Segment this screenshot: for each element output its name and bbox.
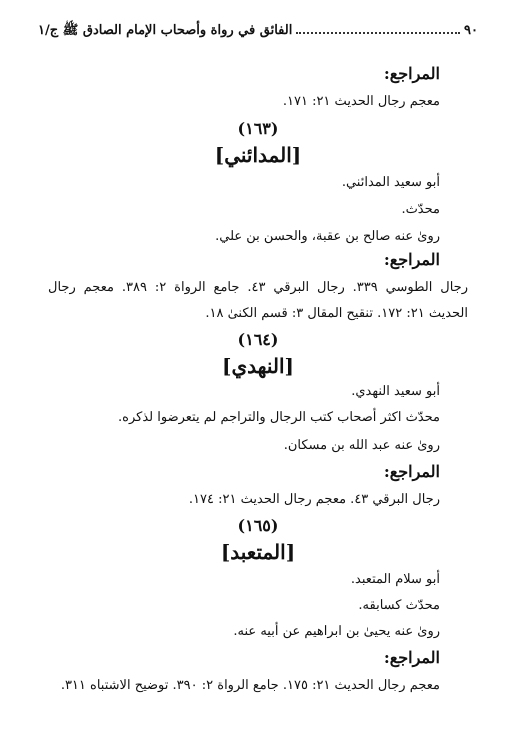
references-heading: المراجع: <box>383 64 440 83</box>
running-title: الفائق في رواة وأصحاب الإمام الصادق ﷺ ج/١ <box>38 23 293 38</box>
entry-name-line: أبو سعيد النهدي. <box>351 384 440 399</box>
entry-name-line: أبو سلام المتعبد. <box>350 572 440 587</box>
entry-name-line: أبو سعيد المدائني. <box>341 175 440 190</box>
references-heading: المراجع: <box>383 462 440 481</box>
entry-title: [المتعبد] <box>220 540 296 564</box>
reference-line: معجم رجال الحديث ٢١: ١٧١. <box>282 94 440 109</box>
entry-narrators: روىٰ عنه يحيىٰ بن ابراهيم عن أبيه عنه. <box>233 624 440 639</box>
entry-number: (١٦٤) <box>237 330 279 349</box>
references-heading: المراجع: <box>383 250 440 269</box>
entry-narrators: روىٰ عنه صالح بن عقبة، والحسن بن علي. <box>215 229 440 244</box>
reference-line: معجم رجال الحديث ٢١: ١٧٥. جامع الرواة ٢: ٣٩٠. توضيح الاشتباه ٣١١. <box>60 678 440 693</box>
reference-line: الحديث ٢١: ١٧٢. تنقيح المقال ٣: قسم الكنىٰ ١٨. <box>205 306 468 321</box>
reference-line: رجال الطوسي ٣٣٩. رجال البرقي ٤٣. جامع الرواة ٢: ٣٨٩. معجم رجال <box>48 280 469 295</box>
entry-number: (١٦٣) <box>237 119 279 138</box>
running-header <box>38 22 478 44</box>
entry-description: محدّث اكثر أصحاب كتب الرجال والتراجم لم يتعرضوا لذكره. <box>118 410 440 425</box>
entry-title: [المدائني] <box>214 143 302 167</box>
entry-number: (١٦٥) <box>237 516 279 535</box>
reference-line: رجال البرقي ٤٣. معجم رجال الحديث ٢١: ١٧٤. <box>188 492 440 507</box>
entry-description: محدّث كسابقه. <box>358 598 440 613</box>
references-heading: المراجع: <box>383 648 440 667</box>
header-dot-leader <box>296 22 460 34</box>
entry-description: محدّث. <box>401 202 440 217</box>
entry-title: [النهدي] <box>222 354 294 378</box>
entry-narrators: روىٰ عنه عبد الله بن مسكان. <box>283 438 440 453</box>
page-number: ٩٠ <box>464 23 478 38</box>
